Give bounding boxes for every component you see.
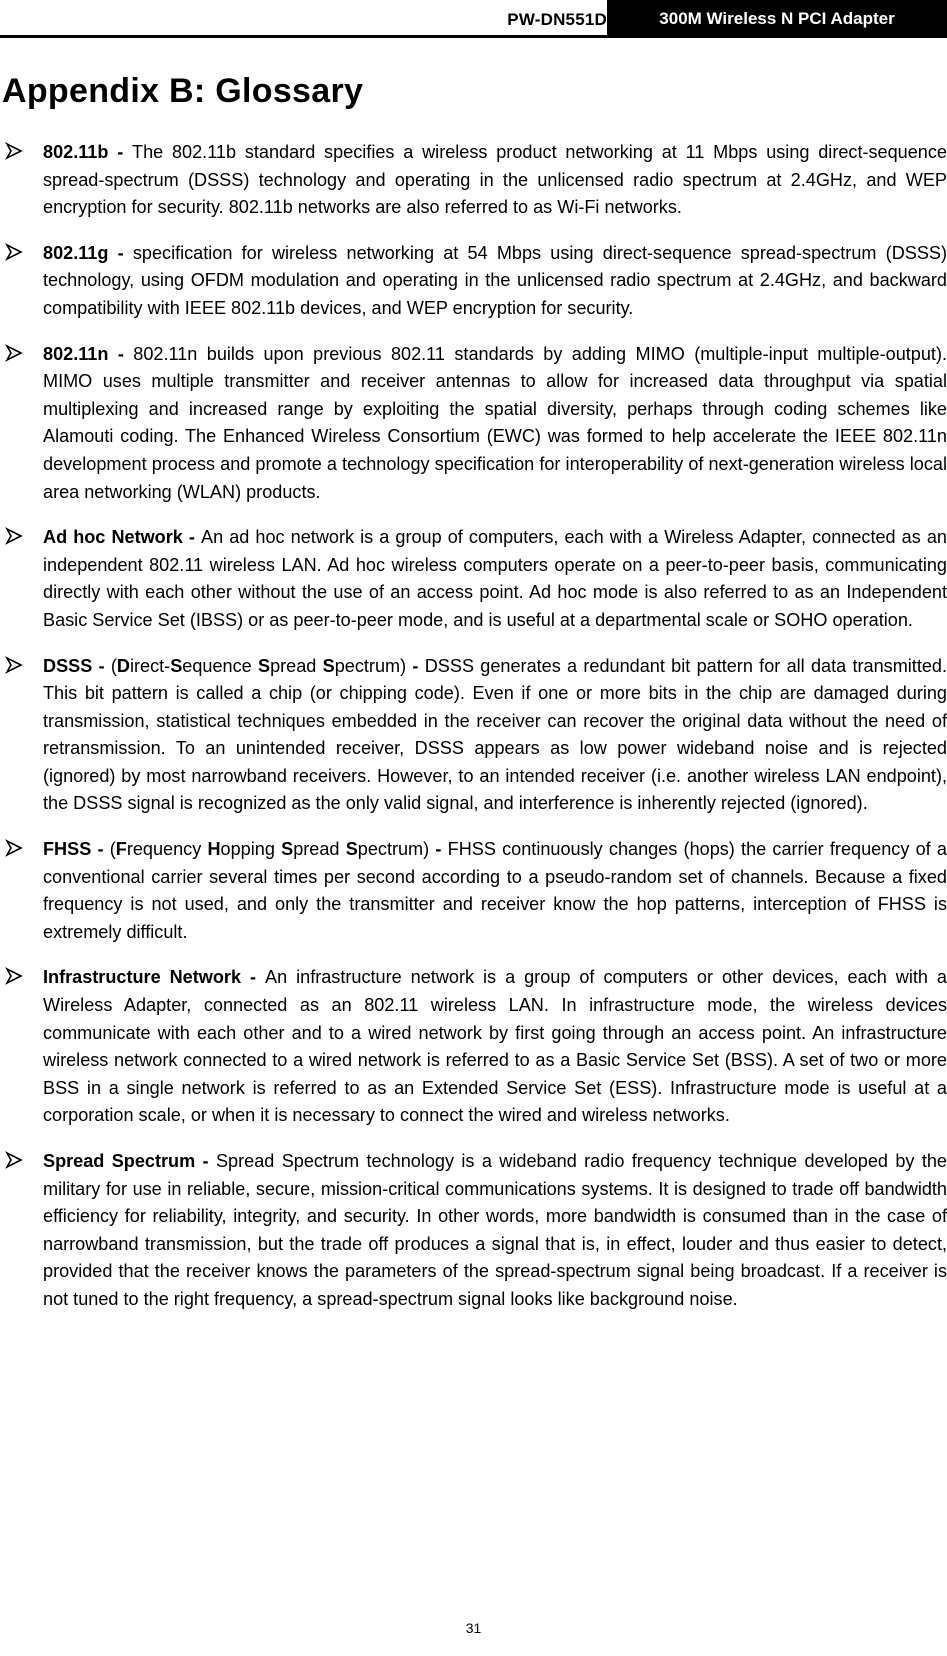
abbreviation-rest: irect- (129, 655, 171, 676)
abbreviation-letter: S (281, 839, 294, 860)
glossary-entry (0, 964, 947, 1130)
arrow-bullet-icon (4, 838, 24, 858)
page-number: 31 (465, 1620, 482, 1636)
glossary-definition (43, 240, 947, 323)
abbreviation-letter: H (207, 839, 221, 860)
arrow-bullet-icon (4, 655, 24, 675)
abbreviation-rest: pectrum (357, 839, 424, 860)
abbreviation-rest: requency (126, 839, 208, 860)
arrow-bullet-icon (4, 526, 24, 546)
page-title: Appendix B: Glossary (2, 72, 364, 110)
definition-text: An ad hoc network is a group of computers, each with a Wireless Adapter, connected as an independent 802.11 wireless LAN. Ad hoc wireless computers operate on a peer-to-peer basis, communicating directly with each other without the use of an access point. Ad hoc mode is also referred to as an Independent Basic Service Set (IBSS) or as peer-to-peer mode, and is useful at a departmental scale or SOHO operation. (43, 527, 947, 630)
definition-text: An infrastructure network is a group of computers or other devices, each with a Wireless Adapter, connected as an 802.11 wireless LAN. In infrastructure mode, the wireless devices communicate with each other and to a wired network by first going through an access point. An infrastructure wireless network connected to a wired network is referred to as a Basic Service Set (BSS). A set of two or more BSS in a single network is referred to as an Extended Service Set (ESS). Infrastructure mode is useful at a corporation scale, or when it is necessary to connect the wired and wireless networks. (43, 967, 947, 1126)
abbreviation-rest: equence (182, 655, 258, 676)
glossary-definition (43, 964, 947, 1130)
glossary-definition (43, 1148, 947, 1314)
definition-text: The 802.11b standard specifies a wireless product networking at 11 Mbps using direct-sequence spread-spectrum (DSSS) technology and operating in the unlicensed radio spectrum at 2.4GHz, and WEP encryption for security. 802.11b networks are also referred to as Wi-Fi networks. (43, 142, 947, 218)
glossary-term: 802.11b - (43, 142, 133, 162)
glossary-definition: FHSS - (Frequency Hopping Spread Spectrum) - FHSS continuously changes (hops) the carrier frequency of a conventional carrier several times per second according to a pseudo-random set of channels. Because a fixed frequency is not used, and only the transmitter and receiver know the hop patterns, interception of FHSS is extremely difficult. (43, 839, 947, 942)
glossary-list (0, 139, 947, 1332)
arrow-bullet-icon (4, 343, 24, 363)
glossary-term: Spread Spectrum - (43, 1151, 216, 1171)
glossary-entry (0, 1148, 947, 1314)
glossary-term: FHSS - (43, 839, 110, 860)
definition-text: specification for wireless networking at 54 Mbps using direct-sequence spread-spectrum (DSSS) technology, using OFDM modulation and operating in the unlicensed radio spectrum at 2.4GHz, and backward compatibility with IEEE 802.11b devices, and WEP encryption for security. (43, 242, 947, 318)
glossary-term: Ad hoc Network - (43, 527, 202, 548)
glossary-definition (43, 139, 947, 222)
glossary-entry (0, 524, 947, 634)
abbreviation-letter: S (258, 655, 271, 676)
glossary-entry (0, 653, 947, 819)
glossary-definition: DSSS - (Direct-Sequence Spread Spectrum) - DSSS generates a redundant bit pattern for all data transmitted. This bit pattern is called a chip (or chipping code). Even if one or more bits in the chip are damaged during transmission, statistical techniques embedded in the receiver can recover the original data without the need of retransmission. To an unintended receiver, DSSS appears as low power wideband noise and is rejected (ignored) by most narrowband receivers. However, to an intended receiver (i.e. another wireless LAN endpoint), the DSSS signal is recognized as the only valid signal, and interference is inherently rejected (ignored). (43, 655, 947, 814)
definition-text: DSSS generates a redundant bit pattern for all data transmitted. This bit pattern is called a chip (or chipping code). Even if one or more bits in the chip are damaged during transmission, statistical techniques embedded in the receiver can recover the original data without the need of retransmission. To an unintended receiver, DSSS appears as low power wideband noise and is rejected (ignored) by most narrowband receivers. However, to an intended receiver (i.e. another wireless LAN endpoint), the DSSS signal is recognized as the only valid signal, and interference is inherently rejected (ignored). (43, 655, 947, 814)
glossary-definition (43, 341, 947, 507)
glossary-term: Infrastructure Network - (43, 967, 265, 988)
arrow-bullet-icon (4, 1150, 24, 1170)
glossary-entry (0, 139, 947, 222)
header-rule (0, 35, 947, 38)
glossary-entry (0, 836, 947, 946)
definition-text: FHSS continuously changes (hops) the carrier frequency of a conventional carrier several times per second according to a pseudo-random set of channels. Because a fixed frequency is not used, and only the transmitter and receiver know the hop patterns, interception of FHSS is extremely difficult. (43, 839, 947, 942)
glossary-entry (0, 341, 947, 507)
abbreviation-rest: pectrum (334, 655, 401, 676)
model-number: PW-DN551D (507, 10, 607, 29)
abbreviation-letter: S (322, 655, 335, 676)
definition-text: 802.11n builds upon previous 802.11 standards by adding MIMO (multiple-input multiple-output). MIMO uses multiple transmitter and receiver antennas to allow for increased data throughput via spatial multiplexing and increased range by exploiting the spatial diversity, perhaps through coding schemes like Alamouti coding. The Enhanced Wireless Consortium (EWC) was formed to help accelerate the IEEE 802.11n development process and promote a technology specification for interoperability of next-generation wireless local area networking (WLAN) products. (43, 343, 947, 502)
arrow-bullet-icon (4, 141, 24, 161)
page-header (0, 0, 947, 38)
abbreviation-rest: opping (220, 839, 282, 860)
abbreviation-letter: S (345, 839, 358, 860)
arrow-bullet-icon (4, 966, 24, 986)
abbreviation-rest: pread (293, 839, 346, 860)
term-separator: - (429, 839, 448, 860)
glossary-entry (0, 240, 947, 323)
term-separator: - (406, 655, 425, 676)
arrow-bullet-icon (4, 242, 24, 262)
abbreviation-letter: D (116, 655, 130, 676)
abbreviation-letter: S (170, 655, 183, 676)
definition-text: Spread Spectrum technology is a wideband radio frequency technique developed by the military for use in reliable, secure, mission-critical communications systems. It is designed to trade off bandwidth efficiency for reliability, integrity, and security. In other words, more bandwidth is consumed than in the case of narrowband transmission, but the trade off produces a signal that is, in effect, louder and thus easier to detect, provided that the receiver knows the parameters of the spread-spectrum signal being broadcast. If a receiver is not tuned to the right frequency, a spread-spectrum signal looks like background noise. (43, 1151, 947, 1309)
glossary-term: 802.11g - (43, 242, 133, 263)
abbreviation-letter: F (115, 839, 127, 860)
product-name-banner: 300M Wireless N PCI Adapter (607, 0, 947, 38)
abbreviation-rest: pread (270, 655, 323, 676)
glossary-term: DSSS - (43, 655, 111, 676)
glossary-term: 802.11n - (43, 343, 134, 364)
glossary-definition (43, 524, 947, 634)
